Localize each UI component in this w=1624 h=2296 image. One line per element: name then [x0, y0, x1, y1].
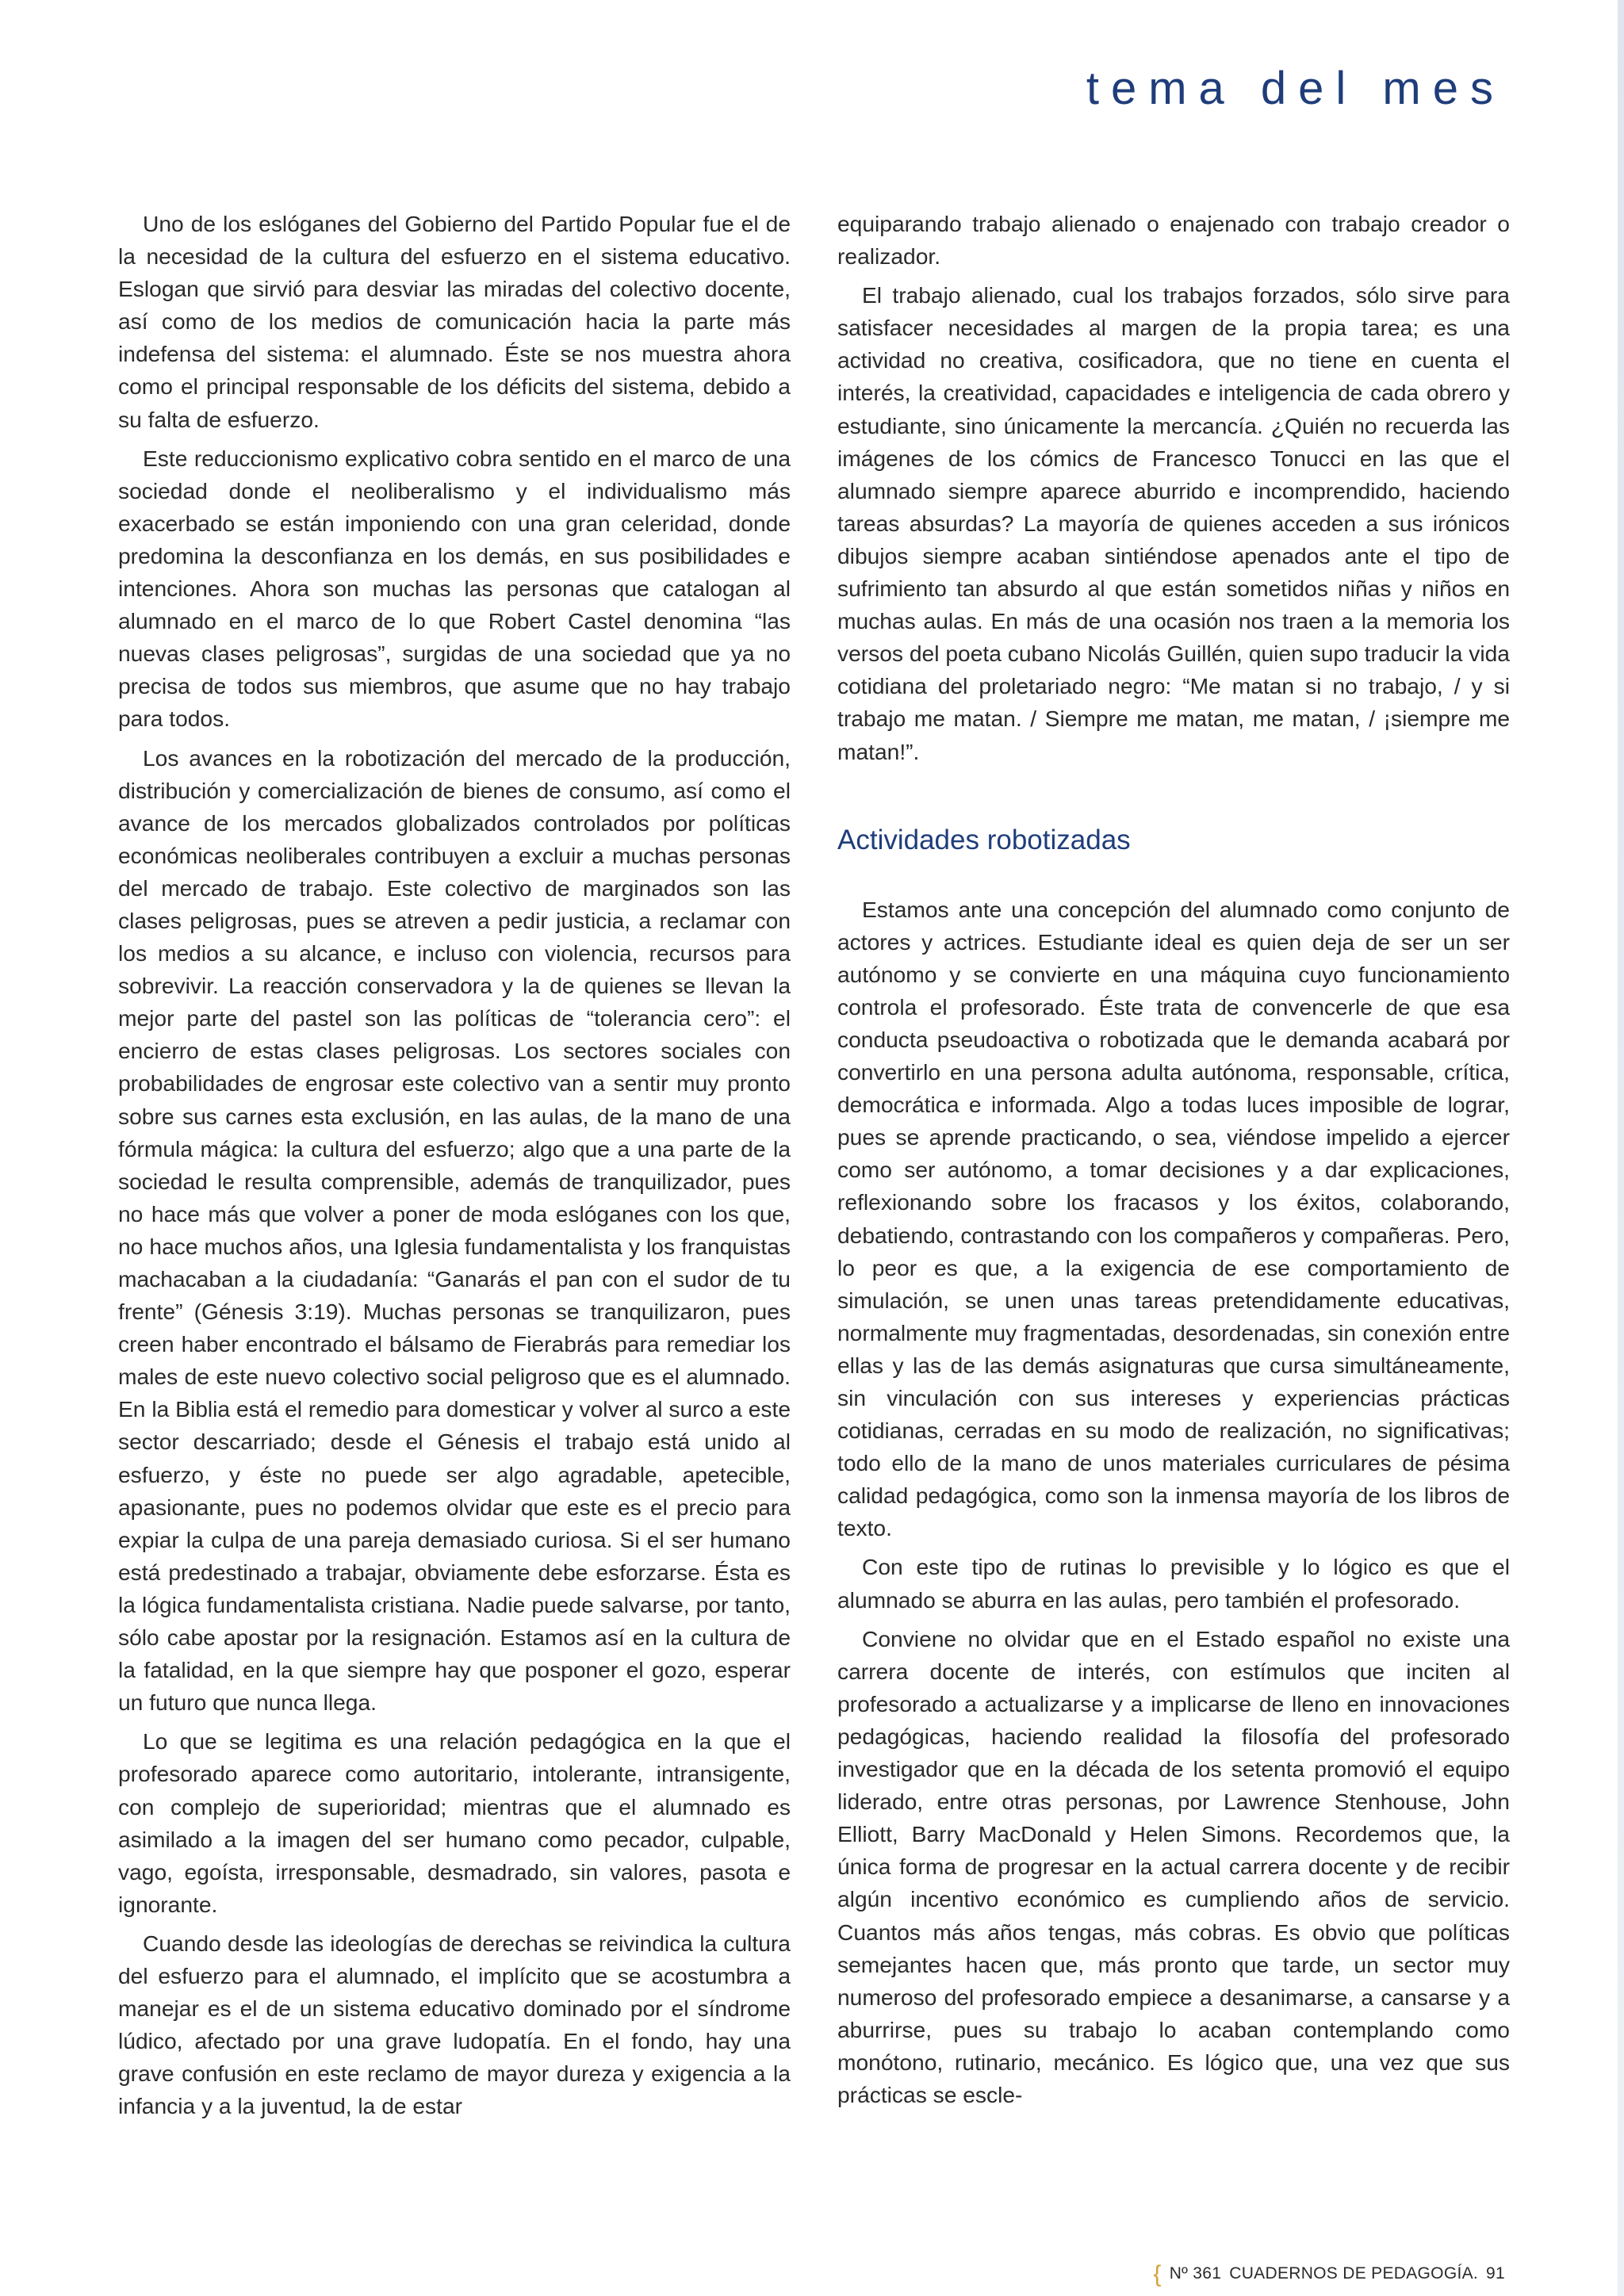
footer-brace: {	[1153, 2260, 1162, 2287]
paragraph: Uno de los eslóganes del Gobierno del Partido Popular fue el de la necesidad de la cultura del esfuerzo en el sistema educativo. Eslogan que sirvió para desviar las miradas del colectivo docente, así como de los medios de comunicación hacia la parte más indefensa del sistema: el alumnado. Éste se nos muestra ahora como el principal responsable de los déficits del sistema, debido a su falta de esfuerzo.	[118, 211, 791, 432]
section-header: tema del mes	[1086, 63, 1505, 114]
paragraph-continued: equiparando trabajo alienado o enajenado con trabajo creador o realizador.	[837, 211, 1510, 270]
paragraph: Los avances en la robotización del mercado de la producción, distribución y comercialización de bienes de consumo, así como el avance de los mercados globalizados controlados por políticas económicas neoliberales contribuyen a excluir a muchas personas del mercado de trabajo. Este colectivo de marginados son las clases peligrosas, pues se atreven a pedir justicia, a reclamar con los medios a su alcance, e incluso con violencia, recursos para sobrevivir. La reacción conservadora y la de quienes se llevan la mejor parte del pastel son las políticas de “tolerancia cero”: el encierro de estas clases peligrosas. Los sectores sociales con probabilidades de engrosar este colectivo van a sentir muy pronto sobre sus carnes esta exclusión, en las aulas, de la mano de una fórmula mágica: la cultura del esfuerzo; algo que a una parte de la sociedad le resulta comprensible, además de tranquilizador, pues no hace más que volver a poner de moda eslóganes con los que, no hace muchos años, una Iglesia fundamentalista y los franquistas machacaban a la ciudadanía: “Ganarás el pan con el sudor de tu frente” (Génesis 3:19). Muchas personas se tranquilizaron, pues creen haber encontrado el bálsamo de Fierabrás para remediar los males de este nuevo colectivo social peligroso que es el alumnado. En la Biblia está el remedio para domesticar y volver al surco a este sector descarriado; desde el Génesis el trabajo está unido al esfuerzo, y éste no puede ser algo agradable, apetecible, apasionante, pues no podemos olvidar que este es el precio para expiar la culpa de una pareja demasiado curiosa. Si el ser humano está predestinado a trabajar, obviamente debe esforzarse. Ésta es la lógica fundamentalista cristiana. Nadie puede salvarse, por tanto, sólo cabe apostar por la resignación. Estamos así en la cultura de la fatalidad, en la que siempre hay que posponer el gozo, esperar un futuro que nunca llega.	[118, 744, 791, 1716]
page-edge-decoration	[1618, 0, 1624, 2296]
page-number: 91	[1486, 2264, 1505, 2283]
section-heading: Actividades robotizadas	[837, 824, 1131, 855]
paragraph: Conviene no olvidar que en el Estado español no existe una carrera docente de interés, con estímulos que inciten al profesorado a actualizarse y a implicarse de lleno en innovaciones pedagógicas, haciendo realidad la filosofía del profesorado investigador que en la década de los setenta promovió el equipo liderado, entre otras personas, por Lawrence Stenhouse, John Elliott, Barry MacDonald y Helen Simons. Recordemos que, la única forma de progresar en la actual carrera docente y de recibir algún incentivo económico es cumpliendo años de servicio. Cuantos más años tengas, más cobras. Es obvio que políticas semejantes hacen que, más pronto que tarde, un sector muy numeroso del profesorado empiece a desanimarse, a cansarse y a aburrirse, pues su trabajo lo acaban contemplando como monótono, rutinario, mecánico. Es lógico que, una vez que sus prácticas se escle-	[837, 1625, 1510, 2107]
paragraph: Estamos ante una concepción del alumnado como conjunto de actores y actrices. Estudiante ideal es quien deja de ser un ser autónomo y se convierte en una máquina cuyo funcionamiento controla el profesorado. Éste trata de convencerle de que esa conducta pseudoactiva o robotizada que le demanda acabará por convertirlo en una persona adulta autónoma, responsable, crítica, democrática e informada. Algo a todas luces imposible de lograr, pues se aprende practicando, o sea, viéndose impelido a ejercer como ser autónomo, a tomar decisiones y a dar explicaciones, reflexionando sobre los fracasos y los éxitos, colaborando, debatiendo, contrastando con los compañeros y compañeras. Pero, lo peor es que, a la exigencia de ese comportamiento de simulación, se unen unas tareas pretendidamente educativas, normalmente muy fragmentadas, desordenadas, sin conexión entre ellas y las de las demás asignaturas que cursa simultáneamente, sin vinculación con sus intereses y experiencias prácticas cotidianas, cerradas en su modo de realización, no significativas; todo ello de la mano de unos materiales curriculares de pésima calidad pedagógica, como son la inmensa mayoría de los libros de texto.	[837, 896, 1510, 1541]
paragraph: El trabajo alienado, cual los trabajos forzados, sólo sirve para satisfacer necesidades al margen de la propia tarea; es una actividad no creativa, cosificadora, que no tiene en cuenta el interés, la creatividad, capacidades e inteligencia de cada obrero y estudiante, sino únicamente la mercancía. ¿Quién no recuerda las imágenes de los cómics de Francesco Tonucci en las que el alumnado siempre aparece aburrido e incomprendido, haciendo tareas absurdas? La mayoría de quienes acceden a sus irónicos dibujos siempre acaban sintiéndose apenados ante el tipo de sufrimiento tan absurdo al que están sometidos niñas y niños en muchas aulas. En más de una ocasión nos traen a la memoria los versos del poeta cubano Nicolás Guillén, quien supo traducir la vida cotidiana del proletariado negro: “Me matan si no trabajo, / y si trabajo me matan. / Siempre me matan, me matan, / ¡siempre me matan!”.	[837, 282, 1510, 764]
publication-name: CUADERNOS DE PEDAGOGÍA.	[1229, 2264, 1479, 2283]
right-column	[837, 208, 1510, 2118]
page-footer	[1153, 2260, 1505, 2287]
issue-number: Nº 361	[1169, 2264, 1222, 2283]
left-column	[118, 208, 791, 2129]
paragraph: Este reduccionismo explicativo cobra sentido en el marco de una sociedad donde el neoliberalismo y el individualismo más exacerbado se están imponiendo con una gran celeridad, donde predomina la desconfianza en los demás, en sus posibilidades e intenciones. Ahora son muchas las personas que catalogan al alumnado en el marco de lo que Robert Castel denomina “las nuevas clases peligrosas”, surgidas de una sociedad que ya no precisa de todos sus miembros, que asume que no hay trabajo para todos.	[118, 445, 791, 732]
paragraph: Lo que se legitima es una relación pedagógica en la que el profesorado aparece como autoritario, intolerante, intransigente, con complejo de superioridad; mientras que el alumnado es asimilado a la imagen del ser humano como pecador, culpable, vago, egoísta, irresponsable, desmadrado, sin valores, pasota e ignorante.	[118, 1728, 791, 1917]
paragraph: Con este tipo de rutinas lo previsible y lo lógico es que el alumnado se aburra en las aulas, pero también el profesorado.	[837, 1554, 1510, 1613]
paragraph: Cuando desde las ideologías de derechas se reivindica la cultura del esfuerzo para el alumnado, el implícito que se acostumbra a manejar es el de un sistema educativo dominado por el síndrome lúdico, afectado por una grave ludopatía. En el fondo, hay una grave confusión en este reclamo de mayor dureza y exigencia a la infancia y a la juventud, la de estar	[118, 1930, 791, 2119]
